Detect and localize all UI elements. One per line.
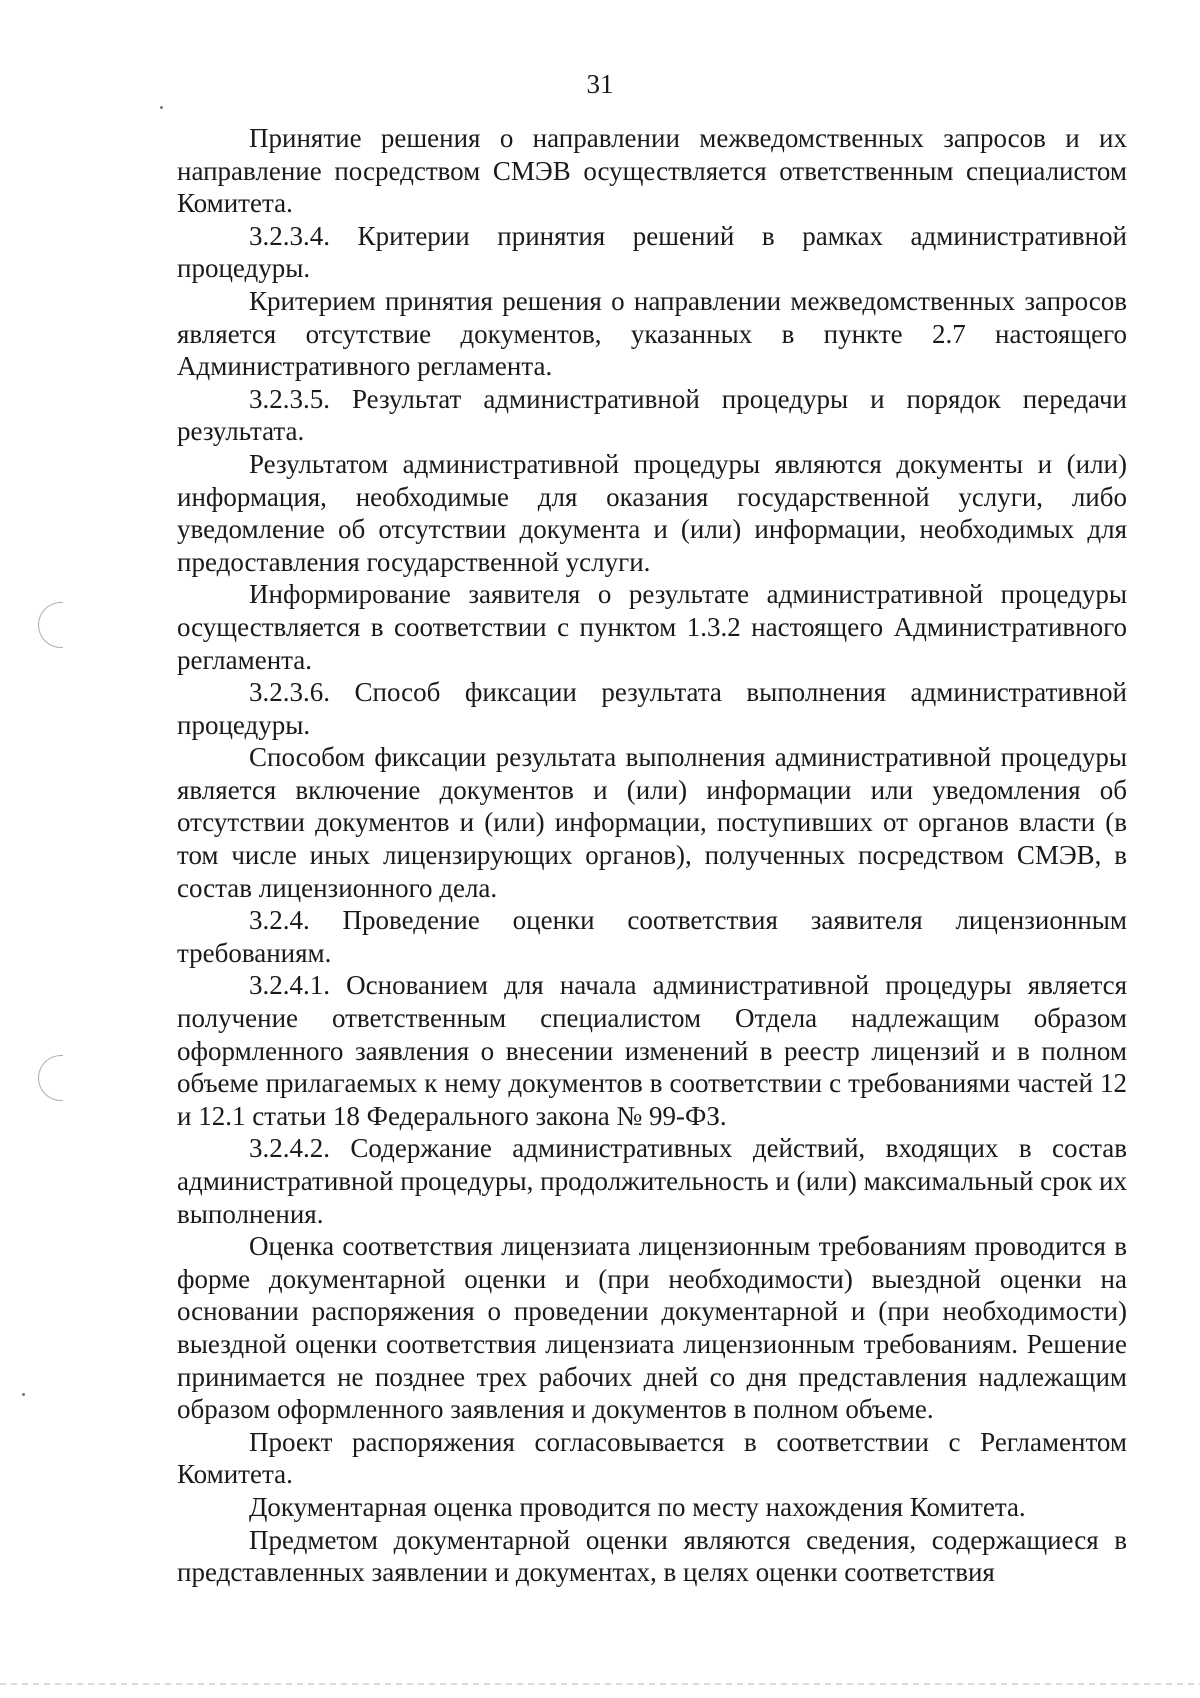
paragraph: Оценка соответствия лицензиата лицензионным требованиям проводится в форме документарной оценки и (при необходимости) выездной оценки на основании распоряжения о проведении документарной и (при необходимости) выездной оценки соответствия лицензиата лицензионным требованиям. Решение принимается не позднее трех рабочих дней со дня представления надлежащим образом оформленного заявления и документов в полном объеме. xyxy=(177,1231,1127,1425)
paragraph: Способом фиксации результата выполнения административной процедуры является включение документов и (или) информации или уведомления об отсутствии документов и (или) информации, поступивших от органов власти (в том числе иных лицензирующих органов), полученных посредством СМЭВ, в состав лицензионного дела. xyxy=(177,742,1127,903)
paragraph: 3.2.3.6. Способ фиксации результата выполнения административной процедуры. xyxy=(177,677,1127,740)
punch-hole-mark xyxy=(38,602,63,648)
page-number: 31 xyxy=(586,69,614,99)
paragraph: 3.2.3.4. Критерии принятия решений в рамках административной процедуры. xyxy=(177,220,1127,284)
punch-hole-mark xyxy=(38,1055,63,1101)
paragraph: Документарная оценка проводится по месту нахождения Комитета. xyxy=(249,1491,1026,1522)
paragraph: Информирование заявителя о результате административной процедуры осуществляется в соответствии с пунктом 1.3.2 настоящего Административного регламента. xyxy=(177,579,1127,675)
paragraph: Проект распоряжения согласовывается в соответствии с Регламентом Комитета. xyxy=(177,1426,1127,1490)
paragraph: Предметом документарной оценки являются сведения, содержащиеся в представленных заявлении и документах, в целях оценки соответствия xyxy=(177,1524,1127,1588)
paragraph: Результатом административной процедуры являются документы и (или) информация, необходимые для оказания государственной услуги, либо уведомление об отсутствии документа и (или) информации, необходимых для предоставления государственной услуги. xyxy=(177,448,1127,577)
document-body xyxy=(177,122,1127,1589)
paragraph: Принятие решения о направлении межведомственных запросов и их направление посредством СМЭВ осуществляется ответственным специалистом Комитета. xyxy=(177,123,1127,219)
paragraph: 3.2.4.2. Содержание административных действий, входящих в состав административной процедуры, продолжительность и (или) максимальный срок их выполнения. xyxy=(177,1133,1127,1229)
scan-edge-artifact xyxy=(0,1683,1200,1685)
scan-speck xyxy=(160,106,163,109)
paragraph: 3.2.4. Проведение оценки соответствия заявителя лицензионным требованиям. xyxy=(177,905,1127,968)
paragraph: 3.2.3.5. Результат административной процедуры и порядок передачи результата. xyxy=(177,383,1127,447)
paragraph: Критерием принятия решения о направлении межведомственных запросов является отсутствие документов, указанных в пункте 2.7 настоящего Административного регламента. xyxy=(177,285,1127,382)
paragraph: 3.2.4.1. Основанием для начала административной процедуры является получение ответственным специалистом Отдела надлежащим образом оформленного заявления о внесении изменений в реестр лицензий и в полном объеме прилагаемых к нему документов в соответствии с требованиями частей 12 и 12.1 статьи 18 Федерального закона № 99-ФЗ. xyxy=(177,970,1127,1131)
scan-speck xyxy=(22,1393,25,1396)
